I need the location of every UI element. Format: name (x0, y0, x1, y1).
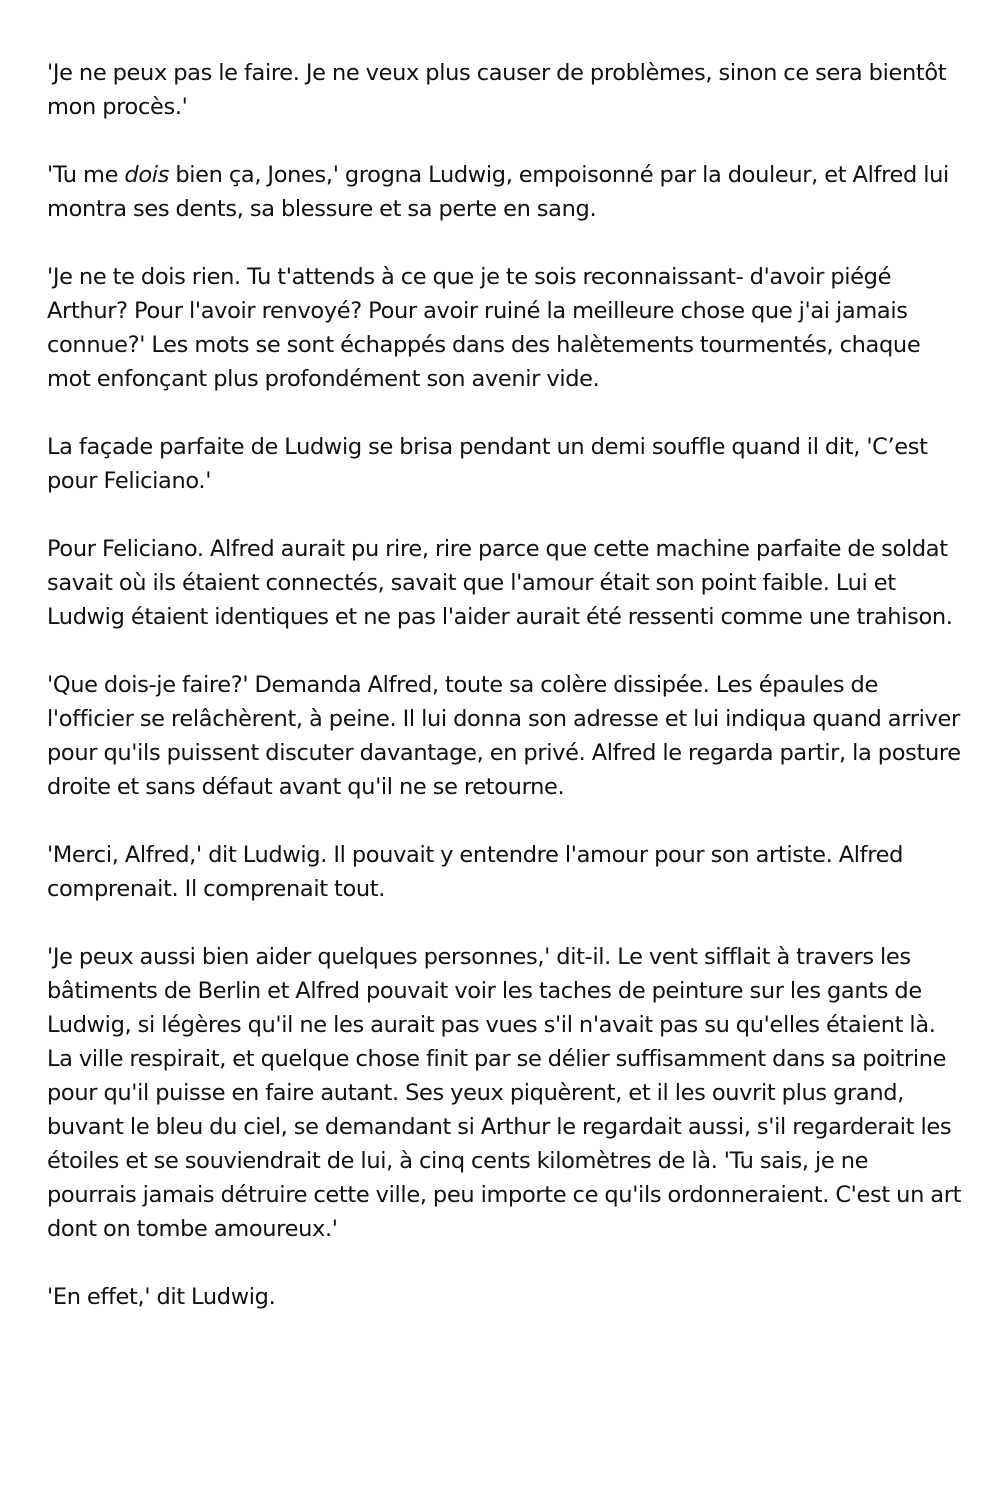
paragraph-2-after: bien ça, Jones,' grogna Ludwig, empoisonné par la douleur, et Alfred lui montra ses dents, sa blessure et sa perte en sang. (47, 162, 949, 222)
paragraph-1: 'Je ne peux pas le faire. Je ne veux plus causer de problèmes, sinon ce sera bientôt mon procès.' (47, 60, 947, 120)
document-page (47, 56, 962, 1348)
paragraph-6: 'Que dois-je faire?' Demanda Alfred, toute sa colère dissipée. Les épaules de l'officier se relâchèrent, à peine. Il lui donna son adresse et lui indiqua quand arriver pour qu'ils puissent discuter davantage, en privé. Alfred le regarda partir, la posture droite et sans défaut avant qu'il ne se retourne. (47, 672, 961, 800)
paragraph-3: 'Je ne te dois rien. Tu t'attends à ce que je te sois reconnaissant- d'avoir piégé Arthur? Pour l'avoir renvoyé? Pour avoir ruiné la meilleure chose que j'ai jamais connue?' Les mots se sont échappés dans des halètements tourmentés, chaque mot enfonçant plus profondément son avenir vide. (47, 264, 921, 392)
paragraph-2-emphasis: dois (124, 162, 170, 188)
paragraph-7: 'Merci, Alfred,' dit Ludwig. Il pouvait y entendre l'amour pour son artiste. Alfred comprenait. Il comprenait tout. (47, 842, 904, 902)
paragraph-2-before: 'Tu me (47, 162, 125, 188)
paragraph-9: 'En effet,' dit Ludwig. (47, 1284, 276, 1310)
paragraph-4: La façade parfaite de Ludwig se brisa pendant un demi souffle quand il dit, 'C’est pour Feliciano.' (47, 434, 928, 494)
paragraph-8: 'Je peux aussi bien aider quelques personnes,' dit-il. Le vent sifflait à travers les bâtiments de Berlin et Alfred pouvait voir les taches de peinture sur les gants de Ludwig, si légères qu'il ne les aurait pas vues s'il n'avait pas su qu'elles étaient là. La ville respirait, et quelque chose finit par se délier suffisamment dans sa poitrine pour qu'il puisse en faire autant. Ses yeux piquèrent, et il les ouvrit plus grand, buvant le bleu du ciel, se demandant si Arthur le regardait aussi, s'il regarderait les étoiles et se souviendrait de lui, à cinq cents kilomètres de là. 'Tu sais, je ne pourrais jamais détruire cette ville, peu importe ce qu'ils ordonneraient. C'est un art dont on tombe amoureux.' (47, 944, 962, 1242)
paragraph-5: Pour Feliciano. Alfred aurait pu rire, rire parce que cette machine parfaite de soldat savait où ils étaient connectés, savait que l'amour était son point faible. Lui et Ludwig étaient identiques et ne pas l'aider aurait été ressenti comme une trahison. (47, 536, 953, 630)
paragraph-2 (47, 158, 962, 226)
